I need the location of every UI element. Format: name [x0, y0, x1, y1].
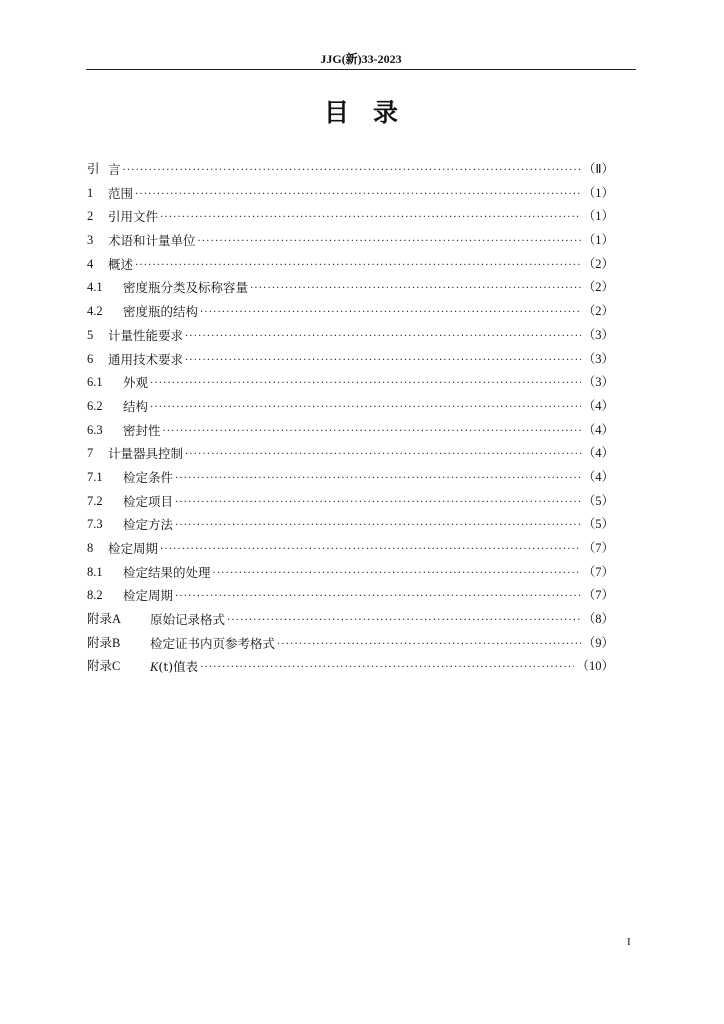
dot-leader [200, 656, 574, 680]
dot-leader [175, 514, 581, 538]
toc-entry-page: （3） [582, 327, 614, 342]
toc-entry-title: 原始记录格式 [150, 612, 226, 628]
header-rule [86, 69, 636, 70]
toc-entry-number: 7.2 [87, 493, 103, 508]
toc-entry-7-2[interactable] [87, 490, 614, 514]
toc-entry-page: （10） [576, 659, 614, 674]
toc-entry-number: 8.2 [87, 588, 103, 603]
toc-entry-6-3[interactable] [87, 419, 614, 443]
dot-leader [250, 277, 581, 301]
toc-entry-page: （4） [582, 398, 614, 413]
dot-leader [198, 230, 581, 254]
toc-entry-title-rest: (t)值表 [158, 659, 199, 675]
toc-entry-title-italic: K [150, 660, 159, 675]
toc-entry-7-1[interactable] [87, 466, 614, 490]
toc-entry-foreword[interactable] [87, 158, 614, 182]
toc-entry-appendix-b[interactable] [87, 632, 614, 656]
toc-entry-title: 引用文件 [108, 209, 159, 225]
toc-entry-number: 1 [87, 185, 94, 200]
toc-entry-title: 检定结果的处理 [123, 564, 211, 580]
toc-entry-page: （5） [582, 517, 614, 532]
dot-leader [227, 609, 581, 633]
toc-entry-page: （Ⅱ） [582, 162, 614, 176]
dot-leader [277, 633, 581, 657]
toc-entry-title: 外观 [123, 375, 149, 391]
toc-entry-appendix-a[interactable] [87, 608, 614, 632]
toc-entry-title: 密度瓶的结构 [123, 304, 199, 320]
toc-entry-title: 范围 [108, 185, 134, 201]
toc-entry-title: 检定周期 [123, 588, 174, 604]
toc-entry-title: 密度瓶分类及标称容量 [123, 280, 249, 296]
toc-entry-title: 密封性 [123, 422, 161, 438]
toc-entry-title: 检定证书内页参考格式 [150, 635, 276, 651]
toc-entry-title: 术语和计量单位 [108, 233, 196, 249]
dot-leader [185, 325, 581, 349]
toc-entry-number: 附录B [87, 635, 121, 650]
dot-leader [175, 585, 581, 609]
toc-entry-title: 检定项目 [123, 493, 174, 509]
dot-leader [163, 420, 581, 444]
toc-entry-title: 计量器具控制 [108, 446, 184, 462]
toc-entry-7-3[interactable] [87, 513, 614, 537]
toc-entry-number: 7.1 [87, 469, 103, 484]
standard-code-header: JJG(新)33-2023 [320, 52, 402, 66]
dot-leader [135, 183, 581, 207]
toc-entry-title: 结构 [123, 398, 149, 414]
dot-leader [150, 372, 581, 396]
toc-entry-number: 2 [87, 209, 94, 224]
toc-entry-appendix-c[interactable] [87, 655, 614, 679]
dot-leader [185, 349, 581, 373]
toc-entry-page: （7） [582, 588, 614, 603]
toc-entry-title: 通用技术要求 [108, 351, 184, 367]
toc-entry-page: （7） [582, 564, 614, 579]
toc-entry-7[interactable] [87, 442, 614, 466]
toc-entry-number: 3 [87, 233, 94, 248]
toc-entry-number: 7.3 [87, 517, 103, 532]
toc-entry-number: 5 [87, 327, 94, 342]
toc-entry-page: （2） [582, 280, 614, 295]
toc-entry-number: 附录C [87, 659, 121, 674]
toc-entry-6-2[interactable] [87, 395, 614, 419]
dot-leader [175, 467, 581, 491]
toc-entry-page: （5） [582, 493, 614, 508]
dot-leader [160, 206, 581, 230]
toc-entry-number: 7 [87, 446, 94, 461]
dot-leader [135, 254, 581, 278]
toc-entry-page: （9） [582, 635, 614, 650]
toc-entry-page: （4） [582, 469, 614, 484]
toc-entry-page: （4） [582, 446, 614, 461]
toc-entry-title: 检定方法 [123, 517, 174, 533]
toc-entry-page: （1） [582, 209, 614, 224]
toc-entry-6[interactable] [87, 348, 614, 372]
toc-entry-page: （8） [582, 612, 614, 627]
dot-leader [213, 562, 581, 586]
toc-entry-number: 6.2 [87, 398, 103, 413]
toc-entry-title: 计量性能要求 [108, 327, 184, 343]
table-of-contents [87, 158, 614, 679]
toc-entry-4[interactable] [87, 253, 614, 277]
toc-entry-page: （3） [582, 351, 614, 366]
toc-entry-1[interactable] [87, 182, 614, 206]
toc-entry-title: 检定条件 [123, 469, 174, 485]
dot-leader [185, 443, 581, 467]
toc-entry-number: 4 [87, 256, 94, 271]
toc-entry-4-1[interactable] [87, 276, 614, 300]
toc-entry-8-1[interactable] [87, 561, 614, 585]
toc-entry-title: 概述 [108, 256, 134, 272]
toc-entry-page: （1） [582, 233, 614, 248]
toc-entry-number: 8 [87, 541, 94, 555]
toc-entry-page: （7） [582, 541, 614, 555]
toc-entry-5[interactable] [87, 324, 614, 348]
toc-entry-6-1[interactable] [87, 371, 614, 395]
toc-entry-page: （1） [582, 185, 614, 200]
dot-leader [150, 396, 581, 420]
toc-entry-title: 检定周期 [108, 541, 159, 556]
toc-entry-2[interactable] [87, 205, 614, 229]
toc-entry-8[interactable] [87, 537, 614, 561]
toc-entry-3[interactable] [87, 229, 614, 253]
toc-entry-number: 4.1 [87, 280, 103, 295]
toc-entry-page: （4） [582, 422, 614, 437]
dot-leader [200, 301, 581, 325]
dot-leader [123, 159, 581, 183]
toc-entry-number: 8.1 [87, 564, 103, 579]
toc-entry-number: 附录A [87, 612, 122, 627]
toc-entry-number: 6.1 [87, 375, 103, 390]
toc-entry-page: （3） [582, 375, 614, 390]
toc-entry-number: 4.2 [87, 304, 103, 319]
dot-leader [175, 491, 581, 515]
page-number: I [627, 936, 631, 948]
toc-entry-title [150, 655, 198, 680]
toc-entry-4-2[interactable] [87, 300, 614, 324]
toc-entry-number: 引 [87, 162, 100, 176]
toc-entry-page: （2） [582, 304, 614, 319]
toc-entry-number: 6 [87, 351, 94, 366]
toc-entry-8-2[interactable] [87, 584, 614, 608]
toc-entry-page: （2） [582, 256, 614, 271]
page-title: 目录 [323, 98, 422, 127]
toc-entry-title: 言 [108, 162, 121, 177]
dot-leader [160, 538, 581, 562]
toc-entry-number: 6.3 [87, 422, 103, 437]
